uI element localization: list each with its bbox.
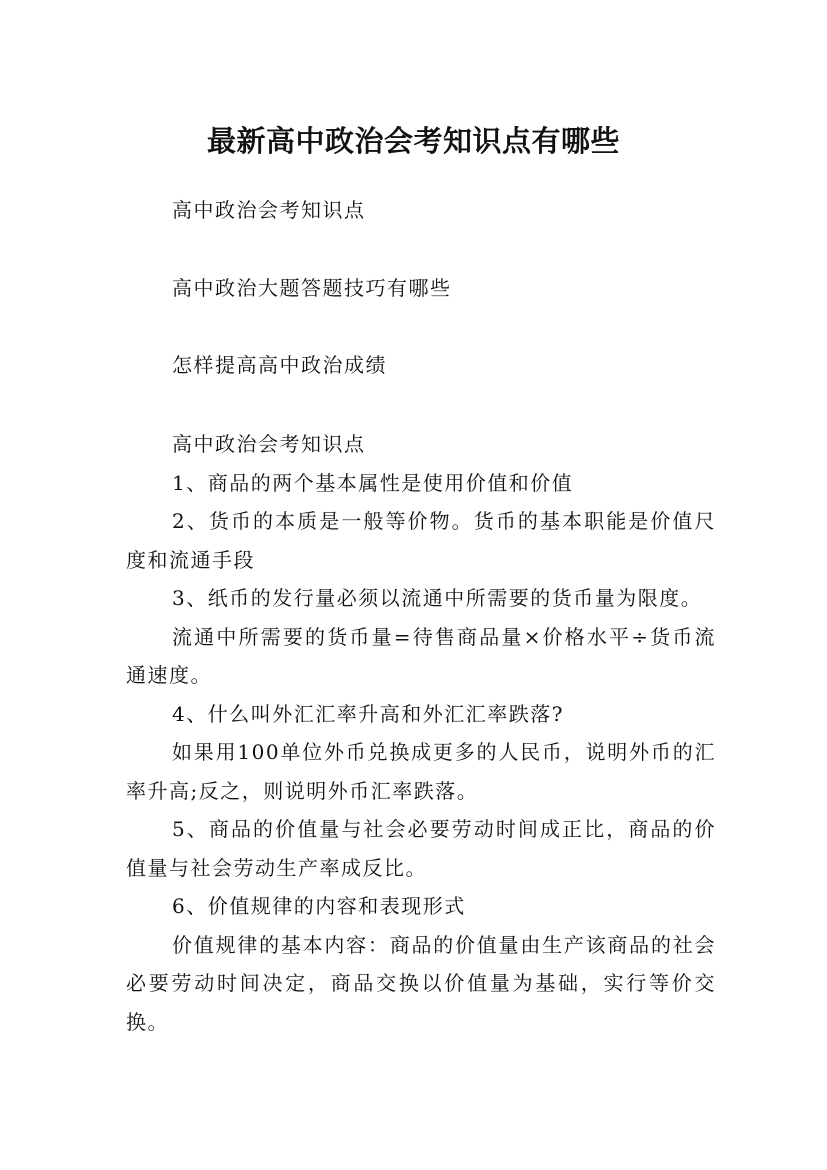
paragraph: 流通中所需要的货币量=待售商品量×价格水平÷货币流通速度。 xyxy=(126,624,716,687)
document-title: 最新高中政治会考知识点有哪些 xyxy=(206,124,620,159)
paragraph: 2、货币的本质是一般等价物。货币的基本职能是价值尺度和流通手段 xyxy=(126,509,716,572)
paragraph: 如果用100单位外币兑换成更多的人民币，说明外币的汇率升高;反之，则说明外币汇率跌落。 xyxy=(126,740,716,803)
toc-link-knowledge-points[interactable]: 高中政治会考知识点 xyxy=(172,198,366,222)
paragraph: 5、商品的价值量与社会必要劳动时间成正比，商品的价值量与社会劳动生产率成反比。 xyxy=(126,817,716,880)
paragraph: 3、纸币的发行量必须以流通中所需要的货币量为限度。 xyxy=(172,586,703,610)
paragraph: 价值规律的基本内容：商品的价值量由生产该商品的社会必要劳动时间决定，商品交换以价值量为基础，实行等价交换。 xyxy=(126,932,716,1034)
paragraph: 4、什么叫外汇汇率升高和外汇汇率跌落? xyxy=(172,701,564,726)
paragraph: 1、商品的两个基本属性是使用价值和价值 xyxy=(172,470,574,495)
toc-link-improve-grades[interactable]: 怎样提高高中政治成绩 xyxy=(172,353,387,377)
paragraph: 6、价值规律的内容和表现形式 xyxy=(172,894,466,918)
section-heading: 高中政治会考知识点 xyxy=(172,432,366,456)
toc-link-answer-tips[interactable]: 高中政治大题答题技巧有哪些 xyxy=(172,276,452,300)
document-body xyxy=(126,425,716,1041)
